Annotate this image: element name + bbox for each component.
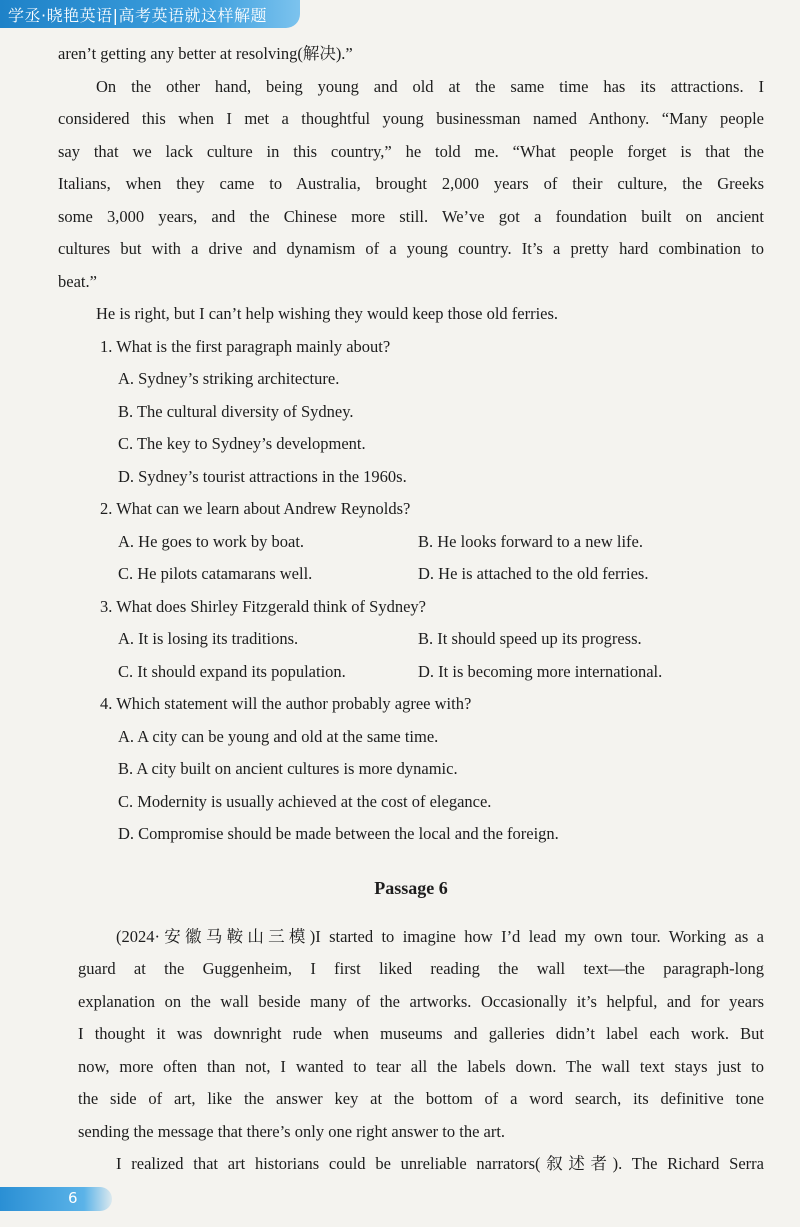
answer-option: A. Sydney’s striking architecture. — [118, 369, 340, 388]
answer-option: C. He pilots catamarans well. — [118, 564, 313, 583]
question-stem: 3. What does Shirley Fitzgerald think of Sydney? — [100, 596, 426, 616]
text-line: sending the message that there’s only one right answer to the art. — [78, 1121, 506, 1141]
text-line: beat.” — [58, 271, 97, 291]
answer-option: C. Modernity is usually achieved at the cost of elegance. — [118, 791, 492, 811]
answer-option: B. A city built on ancient cultures is more dynamic. — [118, 759, 458, 778]
header-title: 学丞·晓艳英语|高考英语就这样解题 — [8, 6, 267, 25]
footer-banner — [0, 1187, 112, 1211]
text-line: now, more often than not, I wanted to tear all the labels down. The wall text stays just to — [78, 1056, 764, 1076]
text-line: (2024·安徽马鞍山三模)I started to imagine how I’d lead my own tour. Working as a — [116, 926, 764, 946]
text-line: Italians, when they came to Australia, brought 2,000 years of their culture, the Greeks — [58, 174, 764, 193]
answer-option: C. The key to Sydney’s development. — [118, 434, 366, 453]
question-stem: 4. Which statement will the author probably agree with? — [100, 694, 472, 713]
text-line: I thought it was downright rude when museums and galleries didn’t label each work. But — [78, 1024, 764, 1043]
text-line: cultures but with a drive and dynamism of a young country. It’s a pretty hard combination to — [58, 239, 764, 258]
answer-option: C. It should expand its population. — [118, 661, 346, 681]
answer-option: D. It is becoming more international. — [418, 661, 663, 681]
option-row — [58, 558, 764, 591]
passage-body — [78, 921, 764, 1181]
text-line: the side of art, like the answer key at the bottom of a word search, its definitive tone — [78, 1089, 764, 1108]
answer-option: A. A city can be young and old at the same time. — [118, 726, 439, 746]
answer-option: A. He goes to work by boat. — [118, 531, 305, 551]
answer-option: B. The cultural diversity of Sydney. — [118, 401, 354, 421]
text-line: say that we lack culture in this country,” he told me. “What people forget is that the — [58, 141, 764, 161]
answer-option: D. He is attached to the old ferries. — [418, 564, 649, 583]
answer-option: A. It is losing its traditions. — [118, 629, 299, 648]
question-stem: 2. What can we learn about Andrew Reynolds? — [100, 499, 411, 518]
text-line: On the other hand, being young and old at the same time has its attractions. I — [96, 76, 764, 96]
text-line: He is right, but I can’t help wishing they would keep those old ferries. — [96, 304, 559, 323]
page-number: 6 — [68, 1189, 78, 1207]
answer-option: B. It should speed up its progress. — [418, 629, 642, 648]
text-line: aren’t getting any better at resolving(解决).” — [58, 44, 353, 63]
text-line: some 3,000 years, and the Chinese more still. We’ve got a foundation built on ancient — [58, 206, 764, 226]
option-row — [58, 656, 764, 689]
passage-title: Passage 6 — [374, 877, 448, 898]
option-row — [58, 526, 764, 559]
answer-option: D. Compromise should be made between the local and the foreign. — [118, 824, 559, 843]
question-stem: 1. What is the first paragraph mainly about? — [100, 336, 391, 356]
answer-option: B. He looks forward to a new life. — [418, 531, 643, 551]
page-content — [58, 38, 764, 1181]
text-line: guard at the Guggenheim, I first liked reading the wall text—the paragraph-long — [78, 959, 764, 978]
option-row — [58, 623, 764, 656]
answer-option: D. Sydney’s tourist attractions in the 1960s. — [118, 466, 407, 486]
text-line: explanation on the wall beside many of the artworks. Occasionally it’s helpful, and for years — [78, 991, 764, 1011]
header-banner — [0, 0, 300, 28]
text-line: considered this when I met a thoughtful young businessman named Anthony. “Many people — [58, 109, 764, 128]
text-line: I realized that art historians could be unreliable narrators(叙述者). The Richard Serra — [116, 1154, 764, 1173]
